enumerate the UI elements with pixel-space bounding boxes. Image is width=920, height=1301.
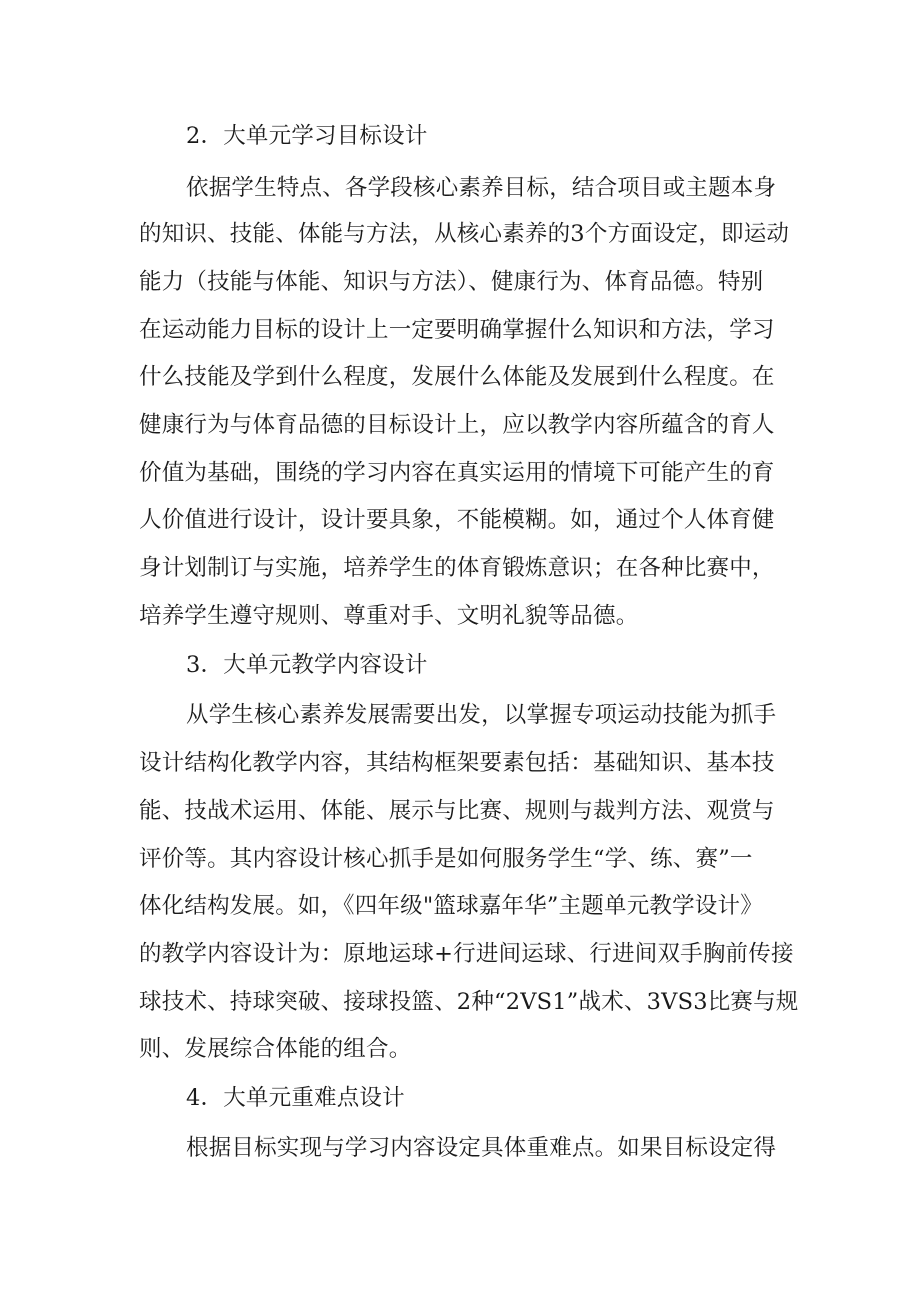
- paragraph-line: 人价值进行设计，设计要具象，不能模糊。如，通过个人体育健: [139, 507, 775, 533]
- paragraph-line: 价值为基础，围绕的学习内容在真实运用的情境下可能产生的育: [139, 460, 775, 486]
- paragraph-line: 从学生核心素养发展需要出发，以掌握专项运动技能为抓手: [186, 702, 777, 728]
- paragraph-line: 球技术、持球突破、接球投篮、2种“2VS1”战术、3VS3比赛与规: [139, 989, 799, 1015]
- paragraph-line: 的教学内容设计为：原地运球+行进间运球、行进间双手胸前传接: [139, 941, 794, 967]
- paragraph-line: 在运动能力目标的设计上一定要明确掌握什么知识和方法，学习: [139, 317, 775, 343]
- paragraph-line: 根据目标实现与学习内容设定具体重难点。如果目标设定得: [186, 1135, 777, 1161]
- paragraph-line: 体化结构发展。如，《四年级"篮球嘉年华”主题单元教学设计》: [139, 893, 763, 919]
- paragraph-line: 则、发展综合体能的组合。: [139, 1036, 412, 1062]
- paragraph-line: 培养学生遵守规则、尊重对手、文明礼貌等品德。: [139, 603, 639, 629]
- paragraph-line: 身计划制订与实施，培养学生的体育锻炼意识；在各种比赛中，: [139, 555, 775, 581]
- section-heading: 4．大单元重难点设计: [186, 1085, 405, 1111]
- paragraph-line: 评价等。其内容设计核心抓手是如何服务学生“学、练、赛”一: [139, 846, 753, 872]
- paragraph-line: 健康行为与体育品德的目标设计上，应以教学内容所蕴含的育人: [139, 412, 775, 438]
- paragraph-line: 什么技能及学到什么程度，发展什么体能及发展到什么程度。在: [139, 364, 775, 390]
- paragraph-line: 的知识、技能、体能与方法，从核心素养的3个方面设定，即运动: [139, 221, 790, 247]
- paragraph-line: 能、技战术运用、体能、展示与比赛、规则与裁判方法、观赏与: [139, 798, 775, 824]
- paragraph-line: 依据学生特点、各学段核心素养目标，结合项目或主题本身: [186, 175, 777, 201]
- section-heading: 2．大单元学习目标设计: [186, 123, 428, 149]
- paragraph-line: 设计结构化教学内容，其结构框架要素包括：基础知识、基本技: [139, 750, 775, 776]
- paragraph-line: 能力（技能与体能、知识与方法）、健康行为、体育品德。特别: [139, 269, 764, 295]
- section-heading: 3．大单元教学内容设计: [186, 652, 428, 678]
